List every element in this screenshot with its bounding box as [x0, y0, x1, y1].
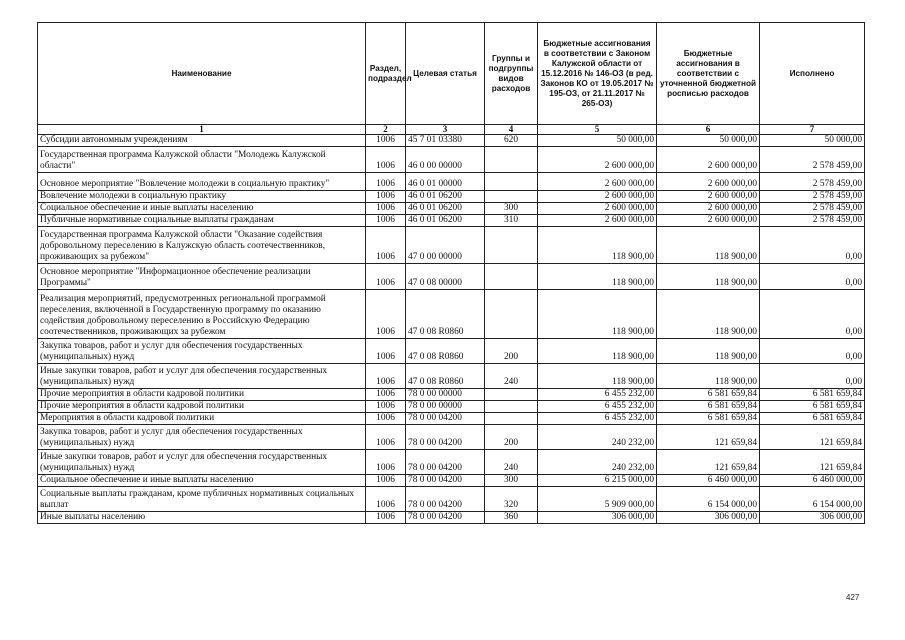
row-executed-amount: 306 000,00 [760, 512, 865, 524]
row-section: 1006 [366, 135, 406, 147]
row-name: Иные закупки товаров, работ и услуг для обеспечения государственных (муниципальных) нужд [38, 450, 366, 475]
row-name: Закупка товаров, работ и услуг для обеспечения государственных (муниципальных) нужд [38, 339, 366, 364]
row-target-code: 46 0 01 06200 [406, 191, 485, 203]
row-law-amount: 118 900,00 [538, 264, 657, 290]
row-executed-amount: 6 581 659,84 [760, 401, 865, 413]
row-executed-amount: 6 154 000,00 [760, 487, 865, 512]
table-row [38, 227, 865, 264]
row-refined-amount: 6 581 659,84 [657, 413, 760, 425]
row-executed-amount: 0,00 [760, 264, 865, 290]
row-law-amount: 2 600 000,00 [538, 173, 657, 191]
row-refined-amount: 2 600 000,00 [657, 203, 760, 215]
row-section: 1006 [366, 173, 406, 191]
row-target-code: 46 0 01 00000 [406, 173, 485, 191]
row-refined-amount: 121 659,84 [657, 450, 760, 475]
row-refined-amount: 121 659,84 [657, 425, 760, 450]
row-law-amount: 2 600 000,00 [538, 147, 657, 173]
row-target-code: 78 0 00 04200 [406, 413, 485, 425]
row-group [485, 147, 538, 173]
row-executed-amount: 0,00 [760, 290, 865, 339]
header-refined: Бюджетные ассигнования в соответствии с уточненной бюджетной росписью расходов [657, 23, 760, 125]
row-name: Основное мероприятие "Вовлечение молодежи в социальную практику" [38, 173, 366, 191]
table-row [38, 389, 865, 401]
table-row [38, 512, 865, 524]
row-refined-amount: 306 000,00 [657, 512, 760, 524]
row-target-code: 46 0 01 06200 [406, 203, 485, 215]
row-refined-amount: 6 154 000,00 [657, 487, 760, 512]
row-law-amount: 6 455 232,00 [538, 389, 657, 401]
row-section: 1006 [366, 487, 406, 512]
row-section: 1006 [366, 203, 406, 215]
column-number: 1 [38, 125, 366, 135]
table-row [38, 425, 865, 450]
row-section: 1006 [366, 389, 406, 401]
row-group [485, 173, 538, 191]
row-name: Социальное обеспечение и иные выплаты населению [38, 203, 366, 215]
table-row [38, 135, 865, 147]
row-refined-amount: 6 581 659,84 [657, 389, 760, 401]
row-refined-amount: 118 900,00 [657, 364, 760, 389]
row-law-amount: 240 232,00 [538, 450, 657, 475]
row-law-amount: 6 215 000,00 [538, 475, 657, 487]
table-row [38, 203, 865, 215]
row-section: 1006 [366, 475, 406, 487]
header-row [38, 23, 865, 125]
row-refined-amount: 6 581 659,84 [657, 401, 760, 413]
row-refined-amount: 2 600 000,00 [657, 173, 760, 191]
row-target-code: 47 0 08 R0860 [406, 364, 485, 389]
row-refined-amount: 2 600 000,00 [657, 147, 760, 173]
row-target-code: 45 7 01 03380 [406, 135, 485, 147]
row-name: Иные выплаты населению [38, 512, 366, 524]
row-target-code: 46 0 01 06200 [406, 215, 485, 227]
row-section: 1006 [366, 401, 406, 413]
row-executed-amount: 121 659,84 [760, 450, 865, 475]
column-number: 3 [406, 125, 485, 135]
column-number: 6 [657, 125, 760, 135]
table-row [38, 173, 865, 191]
row-name: Реализация мероприятий, предусмотренных региональной программой переселения, включенной в Государственную программу по оказанию содействия добровольному переселению в Российскую Федерацию соотечественников, проживающих за рубежом [38, 290, 366, 339]
row-section: 1006 [366, 215, 406, 227]
row-executed-amount: 6 581 659,84 [760, 413, 865, 425]
row-executed-amount: 121 659,84 [760, 425, 865, 450]
row-section: 1006 [366, 227, 406, 264]
row-section: 1006 [366, 364, 406, 389]
row-law-amount: 2 600 000,00 [538, 215, 657, 227]
row-name: Основное мероприятие "Информационное обеспечение реализации Программы" [38, 264, 366, 290]
row-group: 240 [485, 450, 538, 475]
row-refined-amount: 50 000,00 [657, 135, 760, 147]
row-group [485, 227, 538, 264]
row-law-amount: 118 900,00 [538, 227, 657, 264]
row-name: Социальное обеспечение и иные выплаты населению [38, 475, 366, 487]
row-executed-amount: 2 578 459,00 [760, 147, 865, 173]
header-law: Бюджетные ассигнования в соответствии с Законом Калужской области от 15.12.2016 № 146-ОЗ (в ред. Законов КО от 19.05.2017 № 195-ОЗ, от 21.11.2017 № 265-ОЗ) [538, 23, 657, 125]
row-name: Государственная программа Калужской области "Молодежь Калужской области" [38, 147, 366, 173]
row-law-amount: 118 900,00 [538, 364, 657, 389]
row-law-amount: 2 600 000,00 [538, 191, 657, 203]
row-group: 300 [485, 475, 538, 487]
row-executed-amount: 6 460 000,00 [760, 475, 865, 487]
row-law-amount: 240 232,00 [538, 425, 657, 450]
row-group: 200 [485, 425, 538, 450]
row-section: 1006 [366, 339, 406, 364]
table-row [38, 339, 865, 364]
row-refined-amount: 6 460 000,00 [657, 475, 760, 487]
row-refined-amount: 118 900,00 [657, 227, 760, 264]
header-groups: Группы и подгруппы видов расходов [485, 23, 538, 125]
row-target-code: 47 0 08 00000 [406, 264, 485, 290]
row-target-code: 78 0 00 00000 [406, 401, 485, 413]
row-executed-amount: 2 578 459,00 [760, 203, 865, 215]
row-section: 1006 [366, 147, 406, 173]
row-law-amount: 118 900,00 [538, 290, 657, 339]
budget-table [37, 22, 865, 524]
table-row [38, 401, 865, 413]
row-section: 1006 [366, 264, 406, 290]
row-executed-amount: 0,00 [760, 364, 865, 389]
row-law-amount: 5 909 000,00 [538, 487, 657, 512]
row-name: Субсидии автономным учреждениям [38, 135, 366, 147]
row-target-code: 78 0 00 04200 [406, 425, 485, 450]
column-number: 4 [485, 125, 538, 135]
row-group [485, 401, 538, 413]
row-refined-amount: 118 900,00 [657, 290, 760, 339]
row-executed-amount: 6 581 659,84 [760, 389, 865, 401]
table-row [38, 450, 865, 475]
row-executed-amount: 50 000,00 [760, 135, 865, 147]
row-executed-amount: 2 578 459,00 [760, 173, 865, 191]
row-law-amount: 50 000,00 [538, 135, 657, 147]
row-section: 1006 [366, 413, 406, 425]
row-law-amount: 306 000,00 [538, 512, 657, 524]
row-group: 310 [485, 215, 538, 227]
table-row [38, 191, 865, 203]
row-group [485, 389, 538, 401]
row-target-code: 78 0 00 04200 [406, 450, 485, 475]
header-section: Раздел, подраздел [366, 23, 406, 125]
row-section: 1006 [366, 425, 406, 450]
row-executed-amount: 0,00 [760, 339, 865, 364]
row-name: Мероприятия в области кадровой политики [38, 413, 366, 425]
table-row [38, 147, 865, 173]
row-group: 300 [485, 203, 538, 215]
row-section: 1006 [366, 290, 406, 339]
row-name: Прочие мероприятия в области кадровой политики [38, 401, 366, 413]
row-target-code: 46 0 00 00000 [406, 147, 485, 173]
row-target-code: 78 0 00 04200 [406, 512, 485, 524]
row-law-amount: 2 600 000,00 [538, 203, 657, 215]
row-group: 240 [485, 364, 538, 389]
table-row [38, 290, 865, 339]
table-row [38, 475, 865, 487]
row-target-code: 78 0 00 04200 [406, 487, 485, 512]
column-number: 7 [760, 125, 865, 135]
header-executed: Исполнено [760, 23, 865, 125]
row-target-code: 47 0 00 00000 [406, 227, 485, 264]
row-executed-amount: 0,00 [760, 227, 865, 264]
row-name: Вовлечение молодежи в социальную практику [38, 191, 366, 203]
page-number: 427 [846, 593, 860, 602]
table-row [38, 264, 865, 290]
row-executed-amount: 2 578 459,00 [760, 215, 865, 227]
row-target-code: 78 0 00 04200 [406, 475, 485, 487]
column-number: 2 [366, 125, 406, 135]
column-number-row [38, 125, 865, 135]
row-name: Публичные нормативные социальные выплаты гражданам [38, 215, 366, 227]
row-name: Закупка товаров, работ и услуг для обеспечения государственных (муниципальных) нужд [38, 425, 366, 450]
row-section: 1006 [366, 450, 406, 475]
row-group: 620 [485, 135, 538, 147]
row-target-code: 47 0 08 R0860 [406, 339, 485, 364]
row-name: Государственная программа Калужской области "Оказание содействия добровольному переселению в Калужскую область соотечественников, проживающих за рубежом" [38, 227, 366, 264]
row-law-amount: 118 900,00 [538, 339, 657, 364]
row-refined-amount: 2 600 000,00 [657, 191, 760, 203]
row-section: 1006 [366, 191, 406, 203]
row-group: 320 [485, 487, 538, 512]
row-refined-amount: 2 600 000,00 [657, 215, 760, 227]
row-law-amount: 6 455 232,00 [538, 413, 657, 425]
table-row [38, 487, 865, 512]
row-section: 1006 [366, 512, 406, 524]
table-row [38, 364, 865, 389]
row-refined-amount: 118 900,00 [657, 339, 760, 364]
row-group [485, 413, 538, 425]
row-law-amount: 6 455 232,00 [538, 401, 657, 413]
row-name: Иные закупки товаров, работ и услуг для обеспечения государственных (муниципальных) нужд [38, 364, 366, 389]
row-name: Социальные выплаты гражданам, кроме публичных нормативных социальных выплат [38, 487, 366, 512]
row-group: 200 [485, 339, 538, 364]
row-name: Прочие мероприятия в области кадровой политики [38, 389, 366, 401]
row-executed-amount: 2 578 459,00 [760, 191, 865, 203]
row-target-code: 47 0 08 R0860 [406, 290, 485, 339]
column-number: 5 [538, 125, 657, 135]
row-refined-amount: 118 900,00 [657, 264, 760, 290]
row-group [485, 290, 538, 339]
header-target: Целевая статья [406, 23, 485, 125]
row-group [485, 191, 538, 203]
row-group: 360 [485, 512, 538, 524]
row-group [485, 264, 538, 290]
header-name: Наименование [38, 23, 366, 125]
table-row [38, 413, 865, 425]
table-row [38, 215, 865, 227]
row-target-code: 78 0 00 00000 [406, 389, 485, 401]
